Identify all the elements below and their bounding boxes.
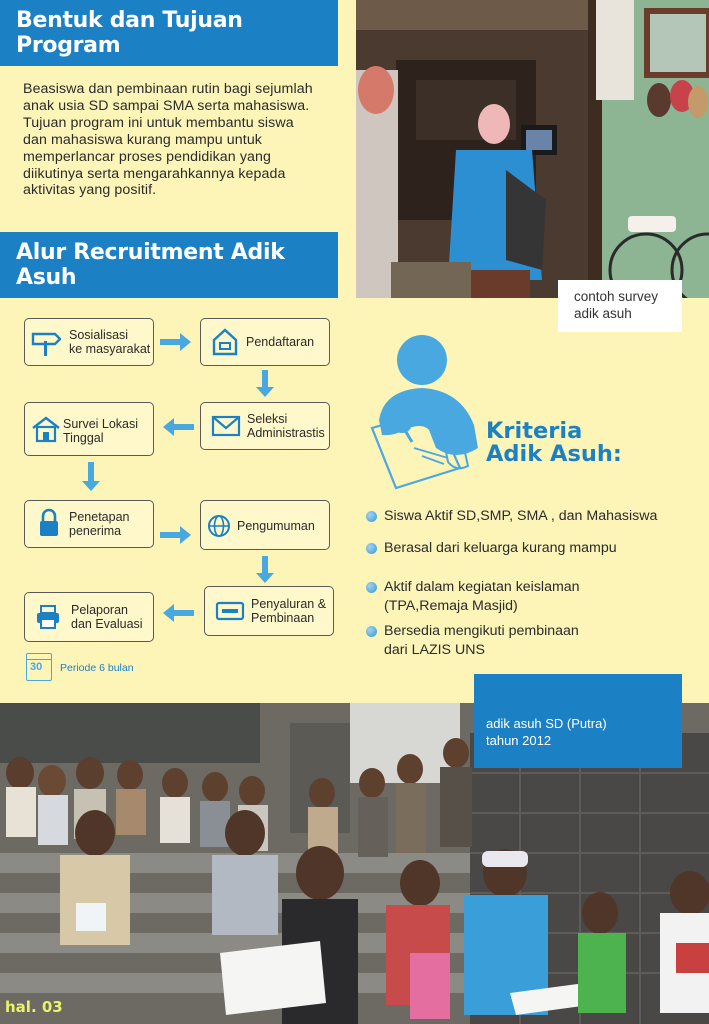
survey-caption-line: contoh survey (574, 289, 659, 304)
program-description-line: anak usia SD sampai SMA serta mahasiswa. (23, 97, 310, 114)
arrow-down-icon (255, 370, 275, 398)
arrow-right-icon (160, 525, 192, 545)
criteria-title (486, 420, 622, 466)
flow-step-label: Survei Lokasi (63, 417, 139, 431)
flow-step-label: Pengumuman (237, 519, 315, 533)
mail-icon (211, 415, 241, 437)
flow-step-label: Seleksi (247, 412, 288, 426)
students-caption-line: adik asuh SD (Putra) (486, 716, 607, 731)
criteria-item-text: (TPA,Remaja Masjid) (384, 597, 518, 614)
period-note: Periode 6 bulan (60, 662, 134, 674)
criteria-title-line: Kriteria (486, 418, 583, 444)
bullet-icon (366, 543, 377, 554)
arrow-down-icon (81, 462, 101, 492)
section-heading-program-text: Bentuk dan Tujuan Program (16, 8, 243, 58)
flow-step-label: Pembinaan (251, 611, 315, 625)
arrow-down-icon (255, 556, 275, 584)
criteria-item-text: Siswa Aktif SD,SMP, SMA , dan Mahasiswa (384, 508, 658, 524)
flow-step-label: penerima (69, 524, 122, 538)
bullet-icon (366, 511, 377, 522)
bullet-icon (366, 626, 377, 637)
program-description (23, 81, 343, 199)
globe-icon (207, 514, 231, 538)
flow-step-label: Administrastis (247, 426, 325, 440)
criteria-item (384, 539, 617, 558)
calendar-icon (26, 653, 52, 681)
flow-step-pendaftaran (200, 318, 330, 366)
flow-step-survei (24, 402, 154, 456)
criteria-item-text: Aktif dalam kegiatan keislaman (384, 579, 580, 595)
home-icon (211, 327, 239, 357)
flow-step-label: Pelaporan (71, 603, 128, 617)
criteria-item-text: dari LAZIS UNS (384, 641, 485, 658)
arrow-left-icon (162, 417, 194, 437)
house-icon (31, 415, 61, 443)
survey-photo-caption (558, 280, 682, 332)
criteria-item (384, 622, 579, 659)
flow-step-penetapan (24, 500, 154, 548)
flow-step-label: Penetapan (69, 510, 130, 524)
program-description-line: diikutinya serta mengarahkannya kepada (23, 165, 286, 182)
survey-caption-line: adik asuh (574, 306, 632, 321)
flow-step-label: Penyaluran & (251, 597, 327, 611)
flow-step-label: Sosialisasi (69, 328, 129, 342)
flow-step-seleksi (200, 402, 330, 450)
calendar-number: 30 (30, 661, 43, 673)
students-photo-caption (474, 674, 682, 768)
flow-step-sosialisasi (24, 318, 154, 366)
program-description-line: Tujuan program ini untuk membantu siswa (23, 114, 294, 131)
survey-photo-illustration (356, 0, 709, 298)
flow-step-penyaluran (204, 586, 334, 636)
criteria-item (384, 578, 580, 615)
criteria-item-text: Bersedia mengikuti pembinaan (384, 623, 579, 639)
criteria-title-line: Adik Asuh: (486, 441, 622, 467)
students-caption-line: tahun 2012 (486, 733, 552, 748)
program-description-line: dan mahasiswa kurang mampu untuk (23, 131, 262, 148)
flow-step-label: Tinggal (63, 431, 104, 445)
arrow-right-icon (160, 332, 192, 352)
page-number: hal. 03 (5, 998, 63, 1016)
flow-step-label: ke masyarakat (69, 342, 151, 356)
program-description-line: aktivitas yang positif. (23, 182, 157, 199)
criteria-item (384, 507, 657, 526)
signpost-icon (31, 329, 61, 357)
section-heading-recruitment-text: Alur Recruitment Adik Asuh (16, 240, 285, 290)
section-heading-program (0, 0, 338, 66)
section-heading-recruitment (0, 232, 338, 298)
person-writing-icon (364, 330, 486, 490)
arrow-left-icon (162, 603, 194, 623)
lock-icon (37, 507, 61, 539)
bullet-icon (366, 582, 377, 593)
flow-step-pelaporan (24, 592, 154, 642)
flow-step-label: Pendaftaran (246, 335, 315, 349)
card-icon (215, 601, 245, 621)
flow-step-pengumuman (200, 500, 330, 550)
survey-photo (356, 0, 709, 298)
criteria-item-text: Berasal dari keluarga kurang mampu (384, 540, 617, 556)
printer-icon (35, 604, 61, 630)
program-description-line: Beasiswa dan pembinaan rutin bagi sejumlah (23, 81, 313, 97)
flow-step-label: dan Evaluasi (71, 617, 143, 631)
program-description-line: memperlancar proses pendidikan yang (23, 148, 271, 165)
